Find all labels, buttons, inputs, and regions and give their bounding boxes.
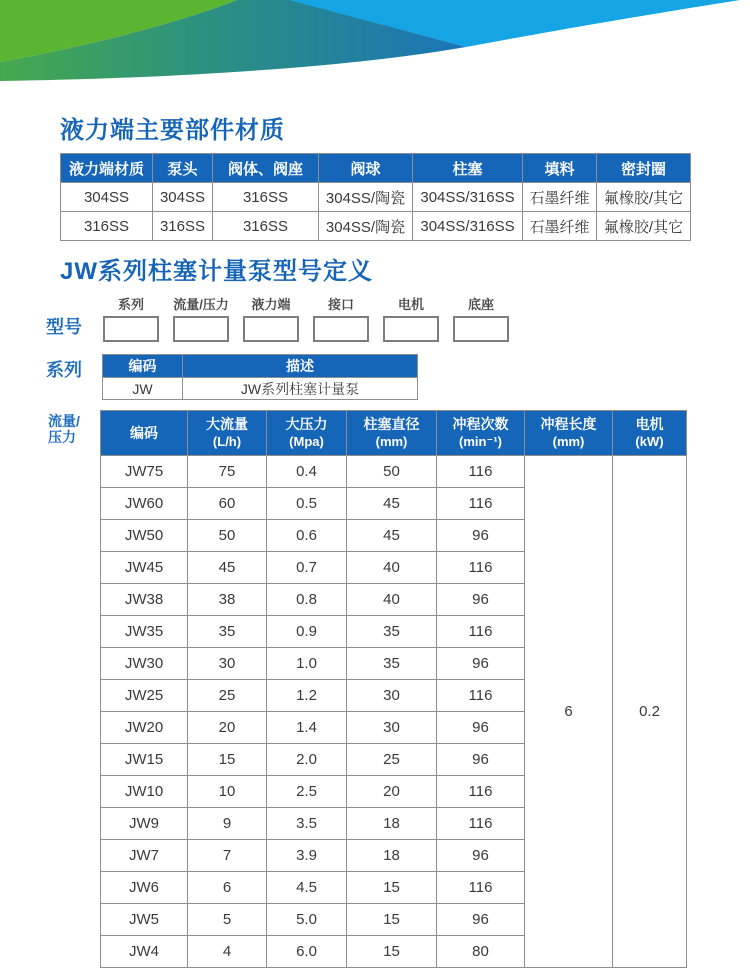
flow-table-cell: 0.4 (267, 456, 347, 488)
series-table-header-row (103, 355, 418, 378)
materials-table-row (61, 212, 691, 241)
flow-table-cell: JW25 (101, 680, 188, 712)
materials-table-cell: 316SS (213, 183, 319, 212)
series-header-cell: 编码 (103, 355, 183, 378)
flow-table-cell: JW35 (101, 616, 188, 648)
flow-table-cell: 116 (437, 616, 525, 648)
flow-table-cell: JW6 (101, 872, 188, 904)
flow-table-cell: JW45 (101, 552, 188, 584)
flow-table-cell: 0.8 (267, 584, 347, 616)
flow-table-cell: 116 (437, 808, 525, 840)
flow-pressure-label-line2: 压力 (48, 429, 76, 445)
flow-table-cell: 2.0 (267, 744, 347, 776)
flow-header-unit: (Mpa) (289, 434, 324, 449)
flow-table-cell: 2.5 (267, 776, 347, 808)
flow-table-cell: 3.9 (267, 840, 347, 872)
flow-table-cell: 18 (347, 840, 437, 872)
materials-table-cell: 304SS/316SS (413, 183, 523, 212)
series-label: 系列 (46, 360, 82, 380)
flow-table-cell: 35 (188, 616, 267, 648)
flow-table-cell: JW60 (101, 488, 188, 520)
flow-table-cell: 40 (347, 552, 437, 584)
flow-table-cell: 25 (188, 680, 267, 712)
materials-table-row (61, 183, 691, 212)
model-segment (452, 294, 510, 342)
flow-header-line1: 大流量 (206, 416, 248, 432)
flow-header-line1: 柱塞直径 (363, 416, 420, 432)
flow-table-cell: 6.0 (267, 936, 347, 968)
model-segment-box (243, 316, 299, 342)
flow-table-cell: 15 (347, 904, 437, 936)
flow-table-cell: 116 (437, 488, 525, 520)
flow-table-cell: 6 (188, 872, 267, 904)
flow-table-cell: 9 (188, 808, 267, 840)
flow-table-cell: 0.5 (267, 488, 347, 520)
flow-table-cell: 35 (347, 648, 437, 680)
materials-table-cell: 304SS/316SS (413, 212, 523, 241)
flow-table-cell: 15 (347, 872, 437, 904)
flow-table-cell: 116 (437, 456, 525, 488)
materials-header-cell: 填料 (523, 154, 597, 183)
flow-header-cell (101, 411, 188, 456)
flow-table (100, 410, 687, 968)
model-segment-box (103, 316, 159, 342)
materials-table-cell: 304SS/陶瓷 (319, 212, 413, 241)
flow-table-cell: JW30 (101, 648, 188, 680)
materials-table (60, 153, 691, 241)
flow-header-cell (525, 411, 613, 456)
flow-table-cell: 1.4 (267, 712, 347, 744)
materials-table-header-row (61, 154, 691, 183)
materials-table-cell: 石墨纤维 (523, 212, 597, 241)
flow-header-cell (437, 411, 525, 456)
flow-table-cell: JW38 (101, 584, 188, 616)
model-segment-label: 液力端 (251, 297, 291, 312)
flow-header-unit: (mm) (375, 434, 408, 449)
materials-table-cell: 316SS (61, 212, 153, 241)
model-segment-label: 底座 (467, 297, 494, 312)
flow-table-cell: JW75 (101, 456, 188, 488)
flow-table-cell: 18 (347, 808, 437, 840)
series-section (46, 354, 690, 400)
flow-table-cell: 45 (347, 488, 437, 520)
flow-table-cell: 116 (437, 776, 525, 808)
flow-table-cell: 35 (347, 616, 437, 648)
header-decoration-graphic (0, 0, 750, 96)
series-table-row (103, 378, 418, 400)
flow-table-cell: 96 (437, 648, 525, 680)
flow-table-cell: JW20 (101, 712, 188, 744)
flow-table-cell: JW9 (101, 808, 188, 840)
flow-table-cell: JW10 (101, 776, 188, 808)
flow-table-row (101, 456, 687, 488)
flow-header-line1: 冲程次数 (452, 416, 509, 432)
series-table (102, 354, 418, 400)
flow-table-cell: 30 (347, 680, 437, 712)
flow-table-cell: 3.5 (267, 808, 347, 840)
flow-table-cell: 7 (188, 840, 267, 872)
flow-table-cell: 75 (188, 456, 267, 488)
flow-table-cell: 0.6 (267, 520, 347, 552)
flow-table-cell: 45 (347, 520, 437, 552)
flow-pressure-section (48, 410, 690, 968)
flow-table-cell: 30 (347, 712, 437, 744)
flow-table-cell: 96 (437, 840, 525, 872)
model-segment (312, 294, 370, 342)
model-segment (382, 294, 440, 342)
flow-table-cell: JW15 (101, 744, 188, 776)
flow-table-cell: 5 (188, 904, 267, 936)
materials-table-cell: 316SS (213, 212, 319, 241)
flow-header-cell (188, 411, 267, 456)
model-segment-box (173, 316, 229, 342)
series-table-cell: JW系列柱塞计量泵 (183, 378, 418, 400)
flow-pressure-label-line1: 流量/ (48, 413, 80, 429)
flow-table-cell: 96 (437, 904, 525, 936)
flow-header-line1: 编码 (130, 424, 158, 441)
flow-table-header-row (101, 411, 687, 456)
flow-table-cell: 1.0 (267, 648, 347, 680)
flow-header-unit: (mm) (552, 434, 585, 449)
model-segment-box (383, 316, 439, 342)
flow-table-cell: 25 (347, 744, 437, 776)
flow-table-cell: 15 (347, 936, 437, 968)
flow-table-cell: 10 (188, 776, 267, 808)
materials-table-cell: 304SS/陶瓷 (319, 183, 413, 212)
flow-header-unit: (kW) (635, 434, 664, 449)
flow-table-cell: 40 (347, 584, 437, 616)
materials-table-cell: 石墨纤维 (523, 183, 597, 212)
flow-table-cell: 45 (188, 552, 267, 584)
motor-power-value: 0.2 (613, 456, 687, 968)
flow-table-cell: 4.5 (267, 872, 347, 904)
flow-header-unit: (min⁻¹) (459, 434, 502, 449)
materials-header-cell: 密封圈 (597, 154, 691, 183)
model-segment-label: 接口 (327, 297, 354, 312)
flow-table-cell: 5.0 (267, 904, 347, 936)
flow-header-line1: 电机 (635, 416, 664, 432)
flow-table-cell: 30 (188, 648, 267, 680)
flow-table-cell: 20 (188, 712, 267, 744)
model-segment-box (313, 316, 369, 342)
model-segment (102, 294, 160, 342)
flow-pressure-label (48, 413, 80, 445)
flow-table-cell: JW5 (101, 904, 188, 936)
flow-header-line1: 冲程长度 (540, 416, 597, 432)
flow-table-cell: 116 (437, 680, 525, 712)
section-title-materials: 液力端主要部件材质 (60, 117, 285, 144)
flow-table-cell: 96 (437, 712, 525, 744)
flow-table-cell: 50 (347, 456, 437, 488)
model-segment (242, 294, 300, 342)
flow-table-cell: 50 (188, 520, 267, 552)
stroke-length-value: 6 (525, 456, 613, 968)
model-label: 型号 (46, 317, 82, 337)
materials-table-cell: 304SS (153, 183, 213, 212)
flow-table-cell: 0.9 (267, 616, 347, 648)
flow-table-cell: 20 (347, 776, 437, 808)
flow-table-cell: 1.2 (267, 680, 347, 712)
model-code-diagram (46, 294, 690, 342)
series-table-cell: JW (103, 378, 183, 400)
flow-header-cell (347, 411, 437, 456)
flow-table-cell: 96 (437, 744, 525, 776)
model-segment-label: 电机 (397, 297, 424, 312)
flow-table-cell: 4 (188, 936, 267, 968)
flow-table-cell: 0.7 (267, 552, 347, 584)
materials-table-cell: 304SS (61, 183, 153, 212)
flow-table-cell: JW7 (101, 840, 188, 872)
model-segment-label: 系列 (117, 297, 144, 312)
flow-header-line1: 大压力 (285, 416, 328, 432)
materials-table-cell: 氟橡胶/其它 (597, 212, 691, 241)
flow-header-cell (267, 411, 347, 456)
flow-table-cell: 96 (437, 520, 525, 552)
materials-header-cell: 柱塞 (413, 154, 523, 183)
flow-table-cell: 15 (188, 744, 267, 776)
flow-table-cell: 80 (437, 936, 525, 968)
flow-header-cell (613, 411, 687, 456)
flow-table-cell: JW4 (101, 936, 188, 968)
materials-header-cell: 阀球 (319, 154, 413, 183)
flow-table-cell: 38 (188, 584, 267, 616)
materials-table-cell: 氟橡胶/其它 (597, 183, 691, 212)
flow-table-cell: 96 (437, 584, 525, 616)
section-title-model-definition: JW系列柱塞计量泵型号定义 (60, 258, 373, 285)
model-segment-label: 流量/压力 (173, 297, 229, 312)
materials-header-cell: 液力端材质 (61, 154, 153, 183)
flow-table-cell: JW50 (101, 520, 188, 552)
flow-table-cell: 116 (437, 872, 525, 904)
flow-header-unit: (L/h) (212, 434, 242, 449)
series-header-cell: 描述 (183, 355, 418, 378)
model-segment-box (453, 316, 509, 342)
materials-table-cell: 316SS (153, 212, 213, 241)
materials-header-cell: 泵头 (153, 154, 213, 183)
flow-table-cell: 60 (188, 488, 267, 520)
materials-header-cell: 阀体、阀座 (213, 154, 319, 183)
flow-table-cell: 116 (437, 552, 525, 584)
model-segment (172, 294, 230, 342)
